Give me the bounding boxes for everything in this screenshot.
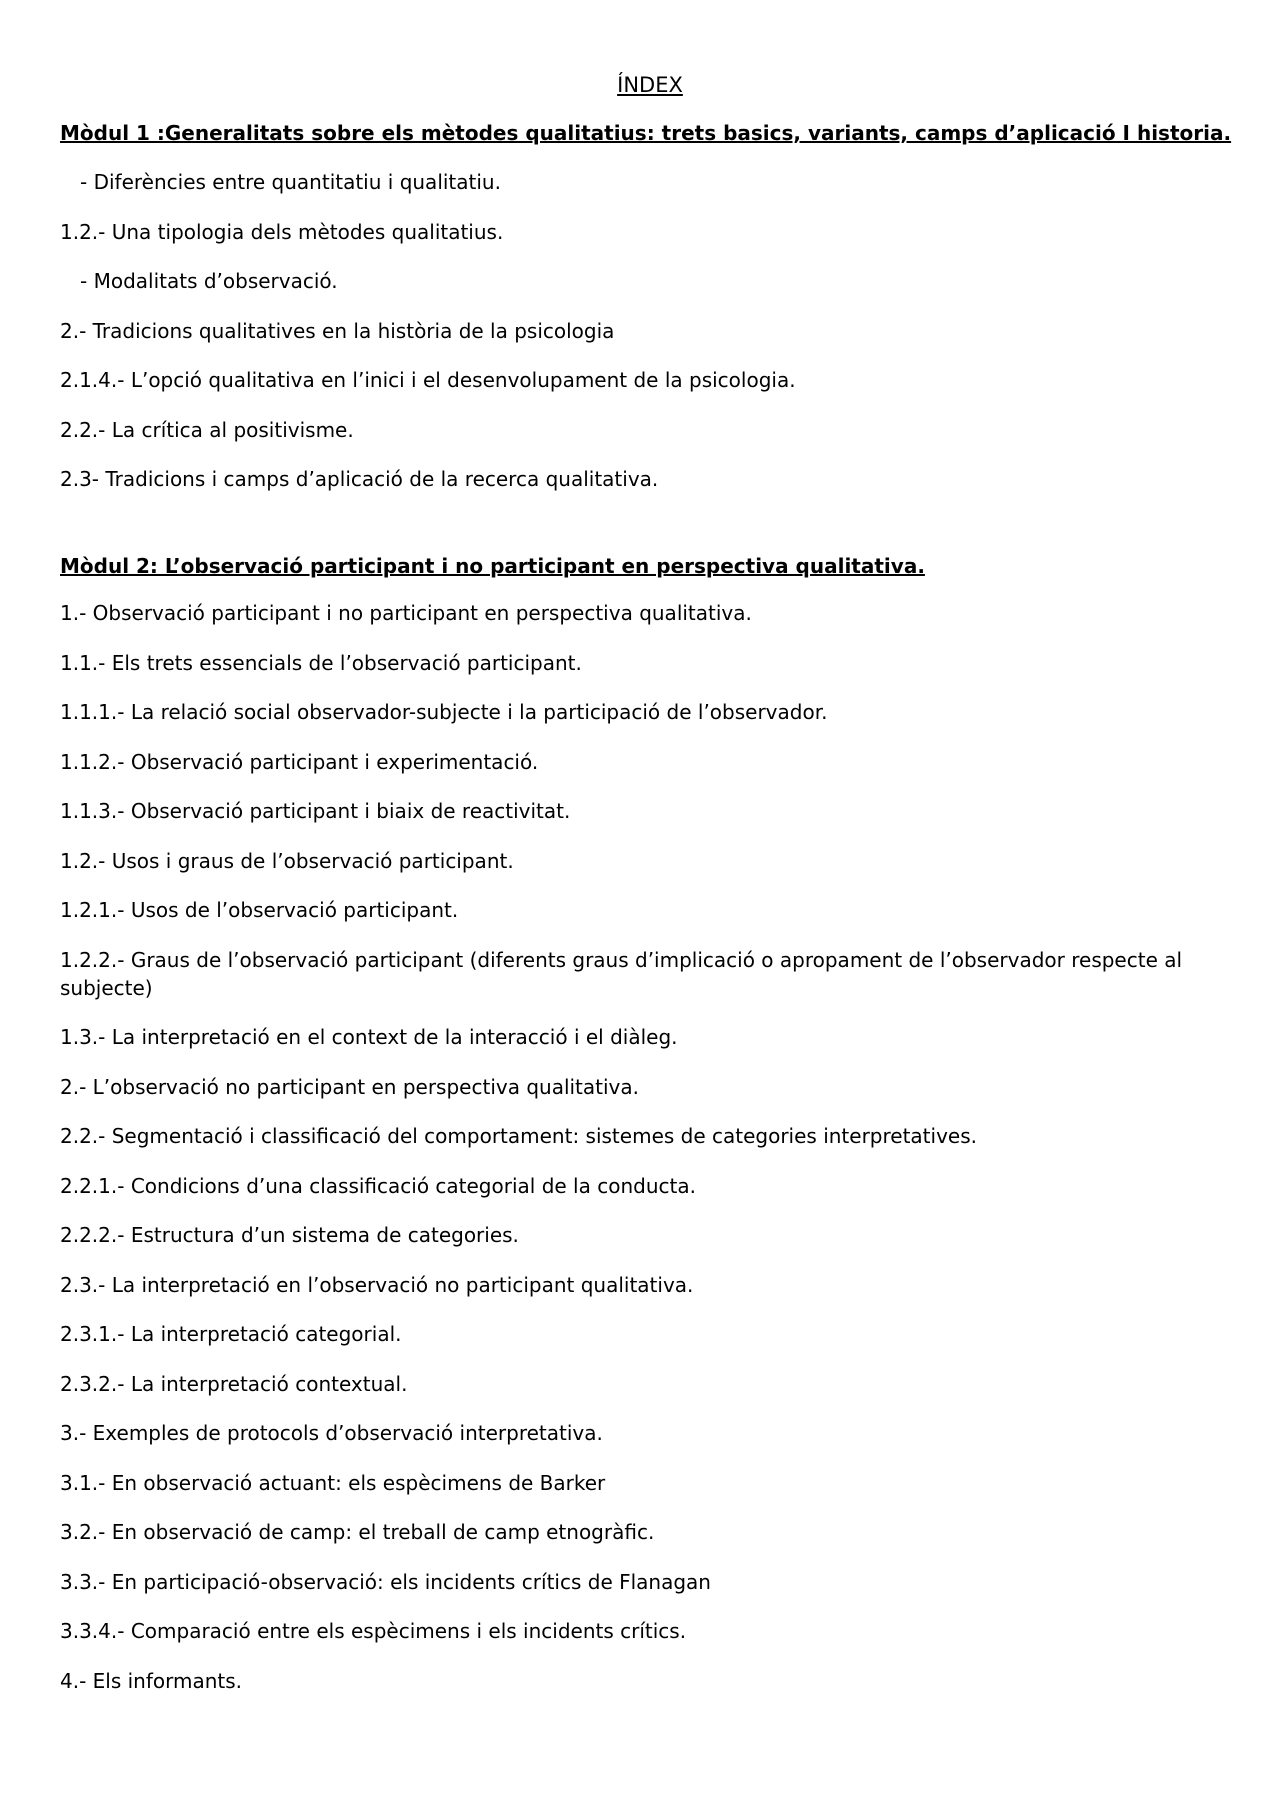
index-entry: 1.1.1.- La relació social observador-subjecte i la participació de l’observador. bbox=[60, 700, 828, 724]
index-entry: 1.1.- Els trets essencials de l’observació participant. bbox=[60, 650, 582, 675]
index-entry: 4.- Els informants. bbox=[60, 1668, 243, 1693]
index-entry: 2.2.2.- Estructura d’un sistema de categories. bbox=[60, 1223, 519, 1247]
index-entry: 2.3- Tradicions i camps d’aplicació de la recerca qualitativa. bbox=[60, 467, 659, 491]
index-entry: 1.2.- Usos i graus de l’observació participant. bbox=[60, 848, 514, 873]
index-entry: 1.3.- La interpretació en el context de la interacció i el diàleg. bbox=[60, 1025, 678, 1049]
index-entry: 2.- L’observació no participant en perspectiva qualitativa. bbox=[60, 1074, 640, 1099]
module-1-items bbox=[60, 168, 1240, 493]
index-entry: 3.1.- En observació actuant: els espècimens de Barker bbox=[60, 1470, 606, 1495]
index-entry: 1.2.- Una tipologia dels mètodes qualitatius. bbox=[60, 219, 504, 244]
index-entry: 2.- Tradicions qualitatives en la història de la psicologia bbox=[60, 318, 615, 343]
document-page bbox=[60, 70, 1240, 1716]
index-entry: 2.2.1.- Condicions d’una classificació categorial de la conducta. bbox=[60, 1173, 696, 1198]
index-entry: 2.2.- Segmentació i classificació del comportament: sistemes de categories interpretatives. bbox=[60, 1124, 977, 1148]
index-entry: - Modalitats d’observació. bbox=[80, 269, 338, 293]
index-entry: 2.1.4.- L’opció qualitativa en l’inici i el desenvolupament de la psicologia. bbox=[60, 368, 796, 392]
index-title: ÍNDEX bbox=[617, 73, 683, 97]
index-entry: 1.2.1.- Usos de l’observació participant. bbox=[60, 898, 459, 922]
index-entry: 2.2.- La crítica al positivisme. bbox=[60, 417, 354, 442]
index-entry: - Diferències entre quantitatiu i qualitatiu. bbox=[80, 170, 501, 194]
module-2-items bbox=[60, 599, 1240, 1695]
index-entry: 3.3.4.- Comparació entre els espècimens i els incidents crítics. bbox=[60, 1619, 687, 1643]
index-entry: 1.1.3.- Observació participant i biaix de reactivitat. bbox=[60, 799, 571, 823]
index-entry: 1.- Observació participant i no participant en perspectiva qualitativa. bbox=[60, 601, 752, 625]
index-entry: 1.1.2.- Observació participant i experimentació. bbox=[60, 749, 539, 774]
module-2-heading: Mòdul 2: L’observació participant i no participant en perspectiva qualitativa. bbox=[60, 554, 925, 578]
index-entry: 1.2.2.- Graus de l’observació participant (diferents graus d’implicació o apropament de l’observador respecte al subjecte) bbox=[60, 947, 1183, 1000]
index-entry: 2.3.1.- La interpretació categorial. bbox=[60, 1322, 402, 1346]
index-entry: 3.2.- En observació de camp: el treball de camp etnogràfic. bbox=[60, 1520, 655, 1544]
index-entry: 3.3.- En participació-observació: els incidents crítics de Flanagan bbox=[60, 1569, 711, 1594]
module-1-heading: Mòdul 1 :Generalitats sobre els mètodes qualitatius: trets basics, variants, camps d’aplicació I historia. bbox=[60, 121, 1232, 145]
index-entry: 3.- Exemples de protocols d’observació interpretativa. bbox=[60, 1421, 603, 1445]
index-entry: 2.3.2.- La interpretació contextual. bbox=[60, 1371, 408, 1396]
index-entry: 2.3.- La interpretació en l’observació no participant qualitativa. bbox=[60, 1272, 694, 1297]
